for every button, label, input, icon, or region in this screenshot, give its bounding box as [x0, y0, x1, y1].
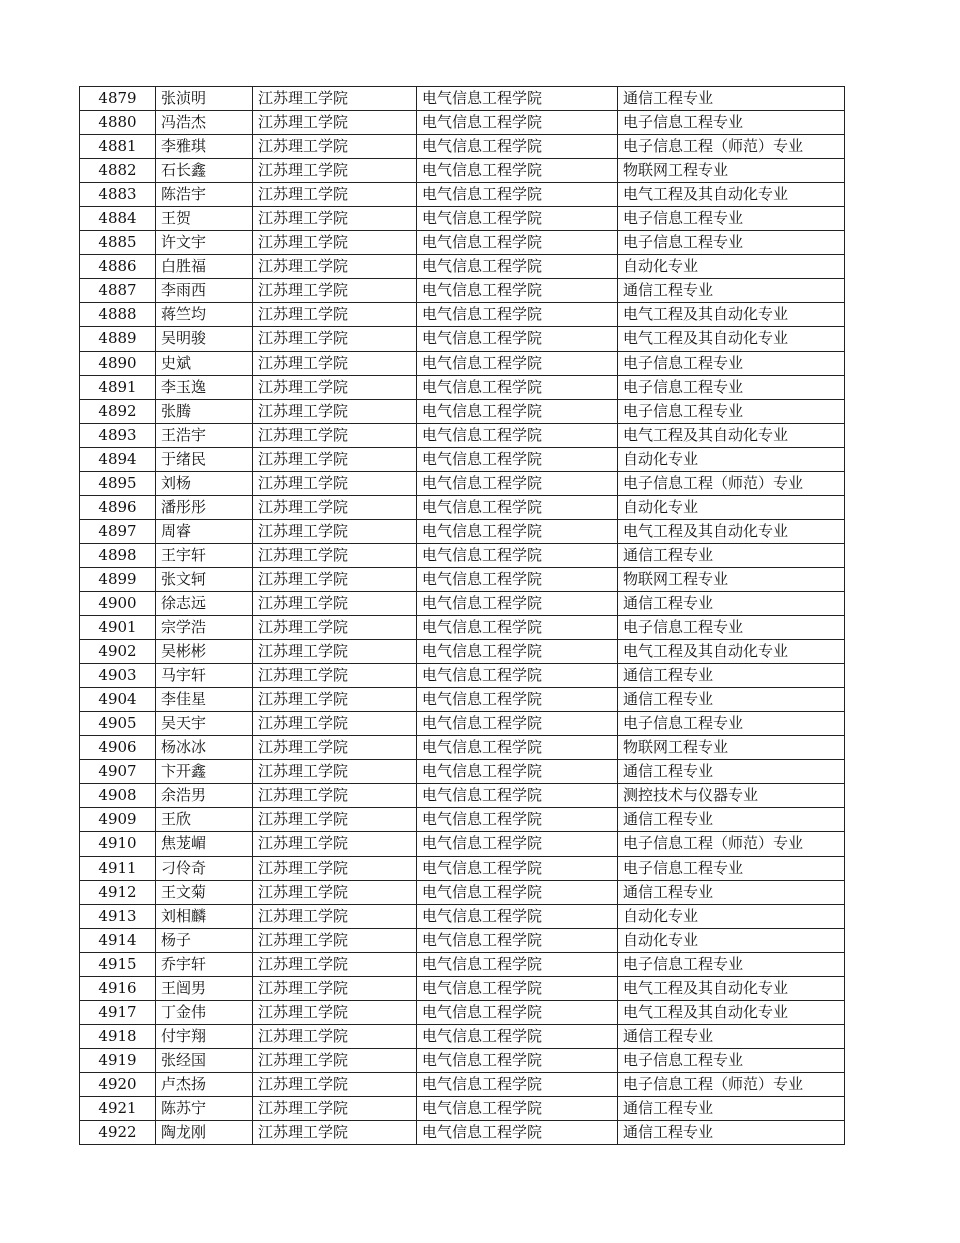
university-cell: 江苏理工学院 [253, 231, 417, 255]
school-cell: 电气信息工程学院 [417, 616, 618, 640]
school-cell: 电气信息工程学院 [417, 904, 618, 928]
school-cell: 电气信息工程学院 [417, 856, 618, 880]
university-cell: 江苏理工学院 [253, 495, 417, 519]
student-name-cell: 刘杨 [156, 471, 253, 495]
university-cell: 江苏理工学院 [253, 375, 417, 399]
major-cell: 电子信息工程专业 [618, 1048, 845, 1072]
major-cell: 电子信息工程专业 [618, 712, 845, 736]
serial-number-cell: 4885 [80, 231, 156, 255]
student-name-cell: 吴明骏 [156, 327, 253, 351]
student-name-cell: 徐志远 [156, 591, 253, 615]
student-name-cell: 于绪民 [156, 447, 253, 471]
table-row [80, 784, 845, 808]
major-cell: 物联网工程专业 [618, 567, 845, 591]
school-cell: 电气信息工程学院 [417, 784, 618, 808]
serial-number-cell: 4888 [80, 303, 156, 327]
table-row [80, 135, 845, 159]
university-cell: 江苏理工学院 [253, 688, 417, 712]
school-cell: 电气信息工程学院 [417, 423, 618, 447]
serial-number-cell: 4891 [80, 375, 156, 399]
school-cell: 电气信息工程学院 [417, 567, 618, 591]
student-name-cell: 王闿男 [156, 976, 253, 1000]
serial-number-cell: 4919 [80, 1048, 156, 1072]
serial-number-cell: 4899 [80, 567, 156, 591]
school-cell: 电气信息工程学院 [417, 471, 618, 495]
serial-number-cell: 4882 [80, 159, 156, 183]
serial-number-cell: 4913 [80, 904, 156, 928]
major-cell: 测控技术与仪器专业 [618, 784, 845, 808]
university-cell: 江苏理工学院 [253, 712, 417, 736]
student-name-cell: 王欣 [156, 808, 253, 832]
school-cell: 电气信息工程学院 [417, 976, 618, 1000]
serial-number-cell: 4910 [80, 832, 156, 856]
table-row [80, 375, 845, 399]
major-cell: 通信工程专业 [618, 591, 845, 615]
student-name-cell: 马宇轩 [156, 664, 253, 688]
university-cell: 江苏理工学院 [253, 351, 417, 375]
table-row [80, 231, 845, 255]
major-cell: 通信工程专业 [618, 1121, 845, 1145]
table-row [80, 1121, 845, 1145]
serial-number-cell: 4911 [80, 856, 156, 880]
major-cell: 自动化专业 [618, 495, 845, 519]
table-row [80, 1072, 845, 1096]
school-cell: 电气信息工程学院 [417, 495, 618, 519]
school-cell: 电气信息工程学院 [417, 808, 618, 832]
serial-number-cell: 4915 [80, 952, 156, 976]
student-name-cell: 宗学浩 [156, 616, 253, 640]
student-name-cell: 张腾 [156, 399, 253, 423]
table-row [80, 1000, 845, 1024]
student-name-cell: 卞开鑫 [156, 760, 253, 784]
university-cell: 江苏理工学院 [253, 111, 417, 135]
major-cell: 通信工程专业 [618, 1096, 845, 1120]
school-cell: 电气信息工程学院 [417, 1000, 618, 1024]
school-cell: 电气信息工程学院 [417, 519, 618, 543]
school-cell: 电气信息工程学院 [417, 928, 618, 952]
serial-number-cell: 4892 [80, 399, 156, 423]
student-name-cell: 王文菊 [156, 880, 253, 904]
table-row [80, 279, 845, 303]
student-name-cell: 白胜福 [156, 255, 253, 279]
serial-number-cell: 4883 [80, 183, 156, 207]
school-cell: 电气信息工程学院 [417, 664, 618, 688]
school-cell: 电气信息工程学院 [417, 832, 618, 856]
table-row [80, 303, 845, 327]
major-cell: 电子信息工程专业 [618, 399, 845, 423]
serial-number-cell: 4902 [80, 640, 156, 664]
table-row [80, 543, 845, 567]
major-cell: 电气工程及其自动化专业 [618, 423, 845, 447]
table-row [80, 111, 845, 135]
serial-number-cell: 4889 [80, 327, 156, 351]
major-cell: 自动化专业 [618, 255, 845, 279]
school-cell: 电气信息工程学院 [417, 255, 618, 279]
student-name-cell: 李玉逸 [156, 375, 253, 399]
table-row [80, 952, 845, 976]
table-row [80, 1048, 845, 1072]
student-name-cell: 王浩宇 [156, 423, 253, 447]
university-cell: 江苏理工学院 [253, 255, 417, 279]
serial-number-cell: 4907 [80, 760, 156, 784]
table-row [80, 736, 845, 760]
student-name-cell: 石长鑫 [156, 159, 253, 183]
table-row [80, 808, 845, 832]
serial-number-cell: 4921 [80, 1096, 156, 1120]
table-row [80, 976, 845, 1000]
student-name-cell: 刁伶奇 [156, 856, 253, 880]
serial-number-cell: 4900 [80, 591, 156, 615]
major-cell: 电气工程及其自动化专业 [618, 327, 845, 351]
university-cell: 江苏理工学院 [253, 1024, 417, 1048]
school-cell: 电气信息工程学院 [417, 1072, 618, 1096]
major-cell: 电气工程及其自动化专业 [618, 1000, 845, 1024]
table-row [80, 447, 845, 471]
serial-number-cell: 4881 [80, 135, 156, 159]
university-cell: 江苏理工学院 [253, 616, 417, 640]
school-cell: 电气信息工程学院 [417, 1121, 618, 1145]
table-row [80, 616, 845, 640]
major-cell: 通信工程专业 [618, 1024, 845, 1048]
student-name-cell: 李雅琪 [156, 135, 253, 159]
serial-number-cell: 4906 [80, 736, 156, 760]
university-cell: 江苏理工学院 [253, 543, 417, 567]
university-cell: 江苏理工学院 [253, 760, 417, 784]
major-cell: 通信工程专业 [618, 760, 845, 784]
major-cell: 电气工程及其自动化专业 [618, 303, 845, 327]
university-cell: 江苏理工学院 [253, 279, 417, 303]
university-cell: 江苏理工学院 [253, 183, 417, 207]
student-name-cell: 吴彬彬 [156, 640, 253, 664]
major-cell: 通信工程专业 [618, 808, 845, 832]
student-name-cell: 杨子 [156, 928, 253, 952]
major-cell: 电子信息工程（师范）专业 [618, 1072, 845, 1096]
major-cell: 电子信息工程专业 [618, 207, 845, 231]
university-cell: 江苏理工学院 [253, 784, 417, 808]
university-cell: 江苏理工学院 [253, 880, 417, 904]
student-name-cell: 许文宇 [156, 231, 253, 255]
serial-number-cell: 4896 [80, 495, 156, 519]
table-row [80, 423, 845, 447]
university-cell: 江苏理工学院 [253, 399, 417, 423]
university-cell: 江苏理工学院 [253, 1096, 417, 1120]
roster-table-body [80, 87, 845, 1145]
roster-table [79, 86, 845, 1145]
serial-number-cell: 4908 [80, 784, 156, 808]
major-cell: 电气工程及其自动化专业 [618, 640, 845, 664]
serial-number-cell: 4897 [80, 519, 156, 543]
table-row [80, 1024, 845, 1048]
student-name-cell: 杨冰冰 [156, 736, 253, 760]
major-cell: 电子信息工程专业 [618, 856, 845, 880]
table-row [80, 351, 845, 375]
major-cell: 电子信息工程专业 [618, 952, 845, 976]
university-cell: 江苏理工学院 [253, 135, 417, 159]
table-row [80, 87, 845, 111]
serial-number-cell: 4890 [80, 351, 156, 375]
university-cell: 江苏理工学院 [253, 808, 417, 832]
serial-number-cell: 4887 [80, 279, 156, 303]
table-row [80, 591, 845, 615]
serial-number-cell: 4914 [80, 928, 156, 952]
student-name-cell: 史斌 [156, 351, 253, 375]
school-cell: 电气信息工程学院 [417, 231, 618, 255]
table-row [80, 495, 845, 519]
table-row [80, 1096, 845, 1120]
serial-number-cell: 4893 [80, 423, 156, 447]
major-cell: 电气工程及其自动化专业 [618, 976, 845, 1000]
serial-number-cell: 4884 [80, 207, 156, 231]
university-cell: 江苏理工学院 [253, 471, 417, 495]
serial-number-cell: 4894 [80, 447, 156, 471]
school-cell: 电气信息工程学院 [417, 327, 618, 351]
student-name-cell: 张经国 [156, 1048, 253, 1072]
major-cell: 物联网工程专业 [618, 159, 845, 183]
major-cell: 通信工程专业 [618, 279, 845, 303]
serial-number-cell: 4918 [80, 1024, 156, 1048]
school-cell: 电气信息工程学院 [417, 688, 618, 712]
student-name-cell: 王宇轩 [156, 543, 253, 567]
school-cell: 电气信息工程学院 [417, 399, 618, 423]
major-cell: 电气工程及其自动化专业 [618, 519, 845, 543]
school-cell: 电气信息工程学院 [417, 543, 618, 567]
serial-number-cell: 4886 [80, 255, 156, 279]
table-row [80, 567, 845, 591]
major-cell: 通信工程专业 [618, 664, 845, 688]
school-cell: 电气信息工程学院 [417, 712, 618, 736]
student-name-cell: 陈苏宁 [156, 1096, 253, 1120]
table-row [80, 712, 845, 736]
serial-number-cell: 4917 [80, 1000, 156, 1024]
table-row [80, 688, 845, 712]
serial-number-cell: 4898 [80, 543, 156, 567]
table-row [80, 832, 845, 856]
student-name-cell: 周睿 [156, 519, 253, 543]
table-row [80, 760, 845, 784]
student-name-cell: 陈浩宇 [156, 183, 253, 207]
student-name-cell: 潘彤彤 [156, 495, 253, 519]
university-cell: 江苏理工学院 [253, 159, 417, 183]
university-cell: 江苏理工学院 [253, 567, 417, 591]
student-name-cell: 张浈明 [156, 87, 253, 111]
school-cell: 电气信息工程学院 [417, 447, 618, 471]
school-cell: 电气信息工程学院 [417, 111, 618, 135]
university-cell: 江苏理工学院 [253, 736, 417, 760]
school-cell: 电气信息工程学院 [417, 303, 618, 327]
table-row [80, 327, 845, 351]
table-row [80, 880, 845, 904]
student-name-cell: 焦茏嵋 [156, 832, 253, 856]
serial-number-cell: 4895 [80, 471, 156, 495]
student-name-cell: 付宇翔 [156, 1024, 253, 1048]
university-cell: 江苏理工学院 [253, 423, 417, 447]
university-cell: 江苏理工学院 [253, 1048, 417, 1072]
major-cell: 电气工程及其自动化专业 [618, 183, 845, 207]
student-name-cell: 蒋竺均 [156, 303, 253, 327]
table-row [80, 183, 845, 207]
school-cell: 电气信息工程学院 [417, 351, 618, 375]
school-cell: 电气信息工程学院 [417, 640, 618, 664]
school-cell: 电气信息工程学院 [417, 736, 618, 760]
serial-number-cell: 4905 [80, 712, 156, 736]
table-row [80, 664, 845, 688]
serial-number-cell: 4920 [80, 1072, 156, 1096]
school-cell: 电气信息工程学院 [417, 183, 618, 207]
student-name-cell: 冯浩杰 [156, 111, 253, 135]
serial-number-cell: 4909 [80, 808, 156, 832]
university-cell: 江苏理工学院 [253, 928, 417, 952]
school-cell: 电气信息工程学院 [417, 591, 618, 615]
university-cell: 江苏理工学院 [253, 447, 417, 471]
school-cell: 电气信息工程学院 [417, 1024, 618, 1048]
table-row [80, 399, 845, 423]
table-row [80, 207, 845, 231]
student-name-cell: 丁金伟 [156, 1000, 253, 1024]
table-row [80, 255, 845, 279]
major-cell: 电子信息工程专业 [618, 375, 845, 399]
university-cell: 江苏理工学院 [253, 952, 417, 976]
major-cell: 电子信息工程（师范）专业 [618, 135, 845, 159]
major-cell: 电子信息工程（师范）专业 [618, 832, 845, 856]
school-cell: 电气信息工程学院 [417, 207, 618, 231]
school-cell: 电气信息工程学院 [417, 87, 618, 111]
major-cell: 通信工程专业 [618, 688, 845, 712]
student-name-cell: 余浩男 [156, 784, 253, 808]
student-name-cell: 卢杰扬 [156, 1072, 253, 1096]
major-cell: 电子信息工程专业 [618, 231, 845, 255]
serial-number-cell: 4879 [80, 87, 156, 111]
table-row [80, 856, 845, 880]
major-cell: 电子信息工程（师范）专业 [618, 471, 845, 495]
university-cell: 江苏理工学院 [253, 327, 417, 351]
student-name-cell: 乔宇轩 [156, 952, 253, 976]
major-cell: 自动化专业 [618, 904, 845, 928]
university-cell: 江苏理工学院 [253, 519, 417, 543]
university-cell: 江苏理工学院 [253, 207, 417, 231]
school-cell: 电气信息工程学院 [417, 880, 618, 904]
major-cell: 自动化专业 [618, 447, 845, 471]
university-cell: 江苏理工学院 [253, 591, 417, 615]
school-cell: 电气信息工程学院 [417, 279, 618, 303]
university-cell: 江苏理工学院 [253, 303, 417, 327]
school-cell: 电气信息工程学院 [417, 952, 618, 976]
student-name-cell: 吴天宇 [156, 712, 253, 736]
school-cell: 电气信息工程学院 [417, 760, 618, 784]
serial-number-cell: 4922 [80, 1121, 156, 1145]
table-row [80, 471, 845, 495]
student-name-cell: 王贺 [156, 207, 253, 231]
major-cell: 电子信息工程专业 [618, 351, 845, 375]
student-name-cell: 李佳星 [156, 688, 253, 712]
school-cell: 电气信息工程学院 [417, 1096, 618, 1120]
major-cell: 电子信息工程专业 [618, 616, 845, 640]
major-cell: 通信工程专业 [618, 543, 845, 567]
school-cell: 电气信息工程学院 [417, 135, 618, 159]
table-row [80, 904, 845, 928]
university-cell: 江苏理工学院 [253, 1072, 417, 1096]
school-cell: 电气信息工程学院 [417, 375, 618, 399]
table-row [80, 519, 845, 543]
student-name-cell: 陶龙刚 [156, 1121, 253, 1145]
student-name-cell: 张文轲 [156, 567, 253, 591]
major-cell: 物联网工程专业 [618, 736, 845, 760]
serial-number-cell: 4912 [80, 880, 156, 904]
serial-number-cell: 4904 [80, 688, 156, 712]
serial-number-cell: 4903 [80, 664, 156, 688]
major-cell: 自动化专业 [618, 928, 845, 952]
university-cell: 江苏理工学院 [253, 640, 417, 664]
table-row [80, 928, 845, 952]
university-cell: 江苏理工学院 [253, 832, 417, 856]
major-cell: 通信工程专业 [618, 880, 845, 904]
serial-number-cell: 4901 [80, 616, 156, 640]
university-cell: 江苏理工学院 [253, 664, 417, 688]
university-cell: 江苏理工学院 [253, 1000, 417, 1024]
serial-number-cell: 4880 [80, 111, 156, 135]
table-row [80, 640, 845, 664]
table-row [80, 159, 845, 183]
university-cell: 江苏理工学院 [253, 87, 417, 111]
university-cell: 江苏理工学院 [253, 1121, 417, 1145]
student-name-cell: 刘相麟 [156, 904, 253, 928]
school-cell: 电气信息工程学院 [417, 1048, 618, 1072]
school-cell: 电气信息工程学院 [417, 159, 618, 183]
student-name-cell: 李雨西 [156, 279, 253, 303]
university-cell: 江苏理工学院 [253, 856, 417, 880]
serial-number-cell: 4916 [80, 976, 156, 1000]
university-cell: 江苏理工学院 [253, 976, 417, 1000]
university-cell: 江苏理工学院 [253, 904, 417, 928]
major-cell: 通信工程专业 [618, 87, 845, 111]
major-cell: 电子信息工程专业 [618, 111, 845, 135]
